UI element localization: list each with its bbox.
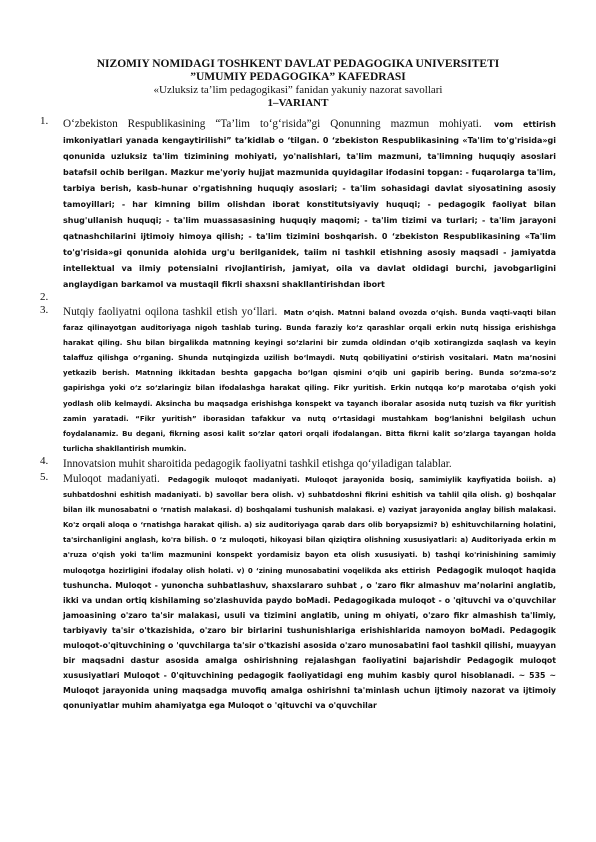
question-body xyxy=(63,471,556,712)
answer-text: vom ettirish imkoniyatlari yanada kengaytirilishi” ta’kidlab o ‘tilgan. 0 ‘zbekiston Respublikasining «Ta'lim to'g'risida»gi qonunida uzluksiz ta'lim tizimining mohiyati, yo'nalishlari, ta'lim mazmuni, ta'limning huquqiy asoslari batafsil ochib berilgan. Mazkur me'yoriy hujjat mazmunida quyidagilar ifodasini topgan: - fuqarolarga ta'lim, tarbiya berish, kasb-hunar o'rgatishning huquqiy asoslari; - ta'lim sohasidagi davlat siyosatining asosiy tamoyillari; - har kimning bilim olishdan iborat konstitutsiyaviy huquqi; - pedagogik faoliyat bilan shug'ullanish huquqi; - ta'lim muassasasining huquqiy maqomi; - ta'lim tizimi va turlari; - ta'lim jarayoni qatnashchilarini ijtimoiy himoya qilish; - ta'lim tizimini boshqarish. 0 ‘zbekiston Respublikasining «Ta'lim to'g'risida»gi qonunida alohida urg'u berilganidek, taiim ni tashkil etishning asosiy maqsadi - jamiyatda intellektual va ilmiy potensialni rivojlantirish, jamiyat, oila va davlat oldidagi burchi, javobgarligini anglaydigan barkamol va mustaqil fikrli shaxsni shakllantirishdan ibort xyxy=(63,120,556,289)
exam-subject: «Uzluksiz ta’lim pedagogikasi” fanidan yakuniy nazorat savollari xyxy=(153,84,443,96)
university-name: NIZOMIY NOMIDAGI TOSHKENT DAVLAT PEDAGOGIKA UNIVERSITETI xyxy=(96,58,500,70)
variant-label: 1–VARIANT xyxy=(267,97,329,109)
question-number: 3. xyxy=(40,304,49,316)
question-text: O‘zbekiston Respublikasining “Ta’lim to‘g‘risida”gi Qonunning mazmun mohiyati. xyxy=(63,118,482,130)
question-item-4 xyxy=(40,455,556,471)
answer-text: Matn o‘qish. Matnni baland ovozda o‘qish. Bunda vaqti-vaqti bilan faraz qilinayotgan auditoriyaga nigoh tashlab turing. Bunda faraziy ko‘z qarashlar orqali erkin nutq hissiga erishishga harakat qiling. Shu bilan birgalikda matnning keyingi so‘zlarini bir zumda oldindan o‘qib xotirangizda saqlash va keyin talaffuz qilishga o‘rganing. Shunda nutqingizda uzilish bo‘lmaydi. Nutq qobiliyatini o‘stirish vositalari. Matn ma’nosini yetkazib berish. Matnning ikkitadan beshta gapgacha bo‘lgan qismini o‘qib uni gapirib bering. Bunda so‘zma-so‘z gapirishga yoki o‘z so‘zlaringiz bilan ifodalashga harakat qiling. Fikr yuritish. Erkin nutqqa ko‘p marotaba o‘qish yoki yodlash olib kelmaydi. Aksincha bu maqsadga erishishga konspekt va tayanch iboralar asosida nutq tuzish va fikr yuritish zamin yaratadi. “Fikr yuritish” iborasidan tafakkur va nutq o‘rtasidagi mustahkam bog‘lanishni belgilash uchun foydalanamiz. Bu degani, fikrning asosi kalit so‘zlar qatori orqali ifodalangan. Bitta fikrni kalit so‘zlarga tayangan holda turlicha shakllantirish mumkin. xyxy=(63,309,556,453)
question-number: 1. xyxy=(40,115,49,127)
document-header xyxy=(40,58,556,110)
question-list xyxy=(40,115,556,712)
question-body xyxy=(63,455,556,471)
question-item-2 xyxy=(40,291,556,304)
question-item-1 xyxy=(40,115,556,291)
question-text: Innovatsion muhit sharoitida pedagogik faoliyatni tashkil etishga qo‘yiladigan talablar. xyxy=(63,457,452,470)
question-body xyxy=(63,115,556,291)
question-item-3 xyxy=(40,304,556,455)
question-text: Nutqiy faoliyatni oqilona tashkil etish yo‘llari. xyxy=(63,306,278,318)
question-item-5 xyxy=(40,471,556,712)
question-text: Muloqot madaniyati. xyxy=(63,472,160,485)
question-number: 5. xyxy=(40,470,49,483)
department-name: ”UMUMIY PEDAGOGIKA” KAFEDRASI xyxy=(190,71,406,83)
question-number: 2. xyxy=(40,291,49,303)
question-number: 4. xyxy=(40,454,49,467)
answer-continuation: Pedagogik muloqot haqida tushuncha. Muloqot - yunoncha suhbatlashuv, shaxslararo suhbat , o 'zaro fikr almashuv ma’nolarini anglatib, ikki va undan ortiq kishilaming so'zlashuvida paydo boMadi. Pedagogikada muloqot - o 'qituvchi va o'quvchilar jamoasining o'zaro ta'sir malakasi, usuli va tizimini anglatib, uning m ohiyati, o'zaro fikr almashish ta'limiy, tarbiyaviy ta'sir o'tkazishida, o'zaro bir birlarini tushunishlariga erishishlarida namoyon boMadi. Pedagogik muloqot-o'qituvchining o 'quvchilarga ta'sir o'tkazishi asosida o'zaro munosabatini faol tashkil qilishi, muayyan bir maqsadni dastur asosida amalga oshirishning rejalashgan faoliyatini bajarishdir Pedagogik muloqot xususiyatlari Muloqot - 0'qituvchining pedagogik faoliyatidagi eng muhim kasbiy qurol hisoblanadi. ~ 535 ~ Muloqot jarayonida uning maqsadga muvofiq amalga oshirishni ta'minlash uchun ijtimoiy nazorat va ijtimoiy qonuniyatlar muhim ahamiyatga ega Muloqot o 'qituvchi va o'quvchilar xyxy=(63,565,556,710)
question-body xyxy=(63,304,556,455)
answer-text: Pedagogik muloqot madaniyati. Muloqot jarayonida bosiq, samimiylik kayfiyatida boiish. a) suhbatdoshni eshitish madaniyati. b) savollar bera olish. v) suhbatdoshni fikrini eshitish va tahlil qila olish. g) boshqalar bilan ilk munosabatni o ‘rnatish malakasi. d) boshqalami tushunish malakasi. e) vaziyat jarayonida anglay bilish malakasi. Ko'z orqali aloqa o ‘rnatishga harakat qilish. a) siz auditoriyaga qarab dars olib boryapsizmi? b) eshituvchilarning holatini, ta'sirchanligini anglash, ko'ra bilish. 0 ‘z muloqoti, hikoyasi bilan qiziqtira olishning xususiyatlari: a) Auditoriyada erkin m a'ruza o'qish yoki ta'lim mazmunini konspekt yordamisiz bayon eta olish xususiyati. b) tashqi ko'rinishining samimiy muloqotga hozirligini ifodalay olish holati. v) 0 ‘zining munosabatini voqelikda aks ettirish xyxy=(63,475,556,575)
